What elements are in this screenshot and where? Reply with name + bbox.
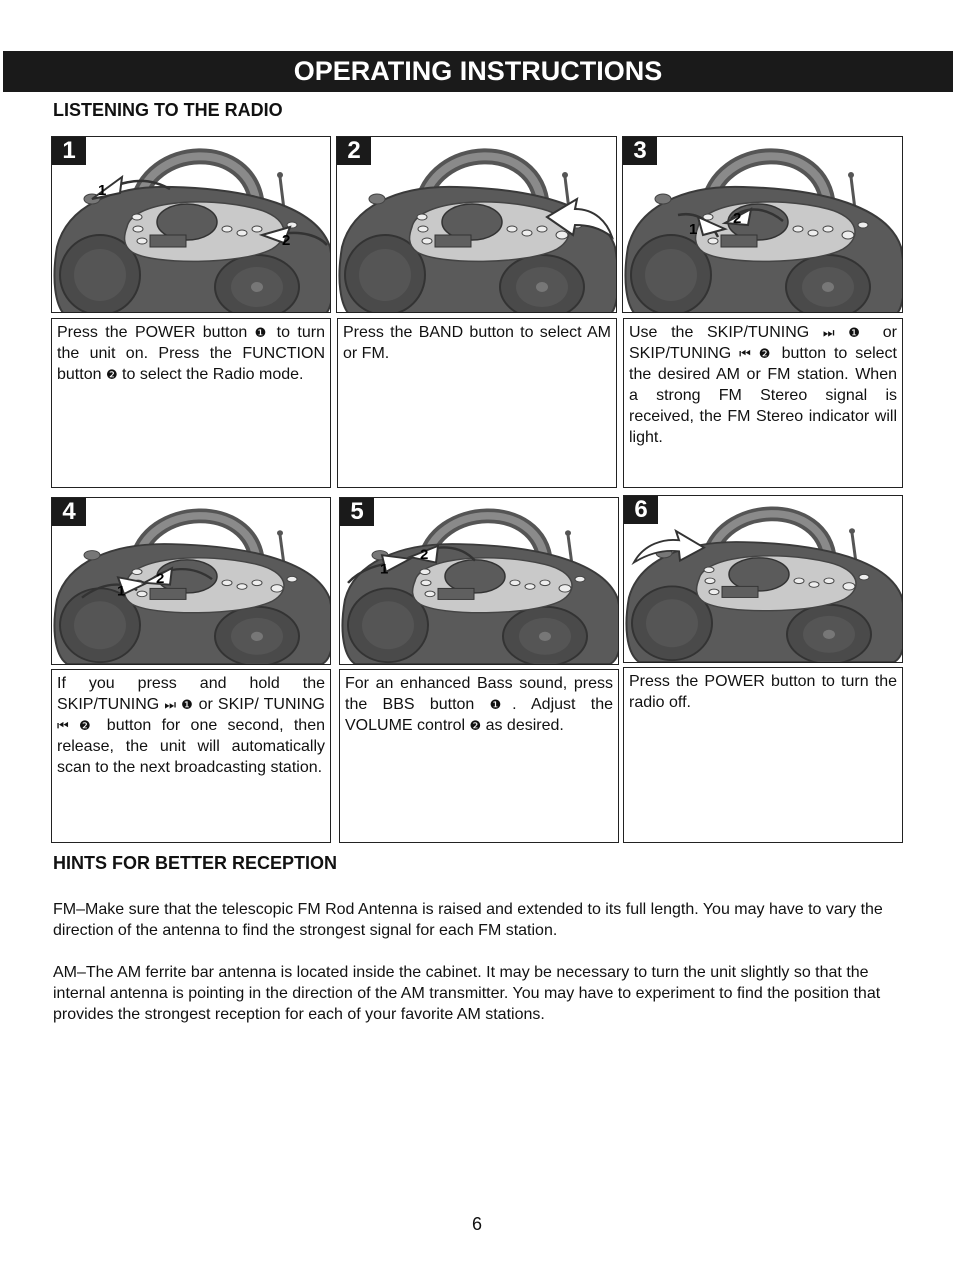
section-heading-hints: HINTS FOR BETTER RECEPTION: [53, 853, 338, 873]
step-1-caption: Press the POWER button ❶ to turn the unit on. Press the FUNCTION button ❷ to select the Radio mode.: [51, 318, 331, 488]
skip-forward-icon: ⏭: [164, 697, 177, 712]
page-number: 6: [471, 1214, 482, 1234]
step-6-caption: Press the POWER button to turn the radio off.: [623, 667, 903, 843]
arrow-label: 2: [156, 571, 165, 587]
step-number: 1: [52, 137, 86, 165]
step-5-illustration: [339, 497, 619, 665]
step-2-caption: Press the BAND button to select AM or FM.: [337, 318, 617, 488]
step-2-illustration: [336, 136, 617, 313]
step-number: 2: [337, 137, 371, 165]
step-4-illustration: [51, 497, 331, 665]
arrow-label: 1: [98, 182, 107, 199]
hint-fm-paragraph: FM–Make sure that the telescopic FM Rod Antenna is raised and extended to its full length. You may have to vary the direction of the antenna to find the strongest signal for each FM station.: [53, 901, 883, 939]
skip-back-icon: ⏮: [57, 718, 69, 733]
step-3-illustration: [622, 136, 903, 313]
step-1-illustration: [51, 136, 331, 313]
arrow-label: 1: [380, 562, 389, 578]
step-number: 5: [340, 498, 374, 526]
step-4-caption: If you press and hold the SKIP/TUNING ⏭ ❶ or SKIP/ TUNING ⏮ ❷ button for one second, then release, the unit will automatically scan to the next broadcasting station.: [51, 669, 331, 843]
arrow-label: 2: [733, 210, 742, 227]
skip-back-icon: ⏮: [739, 346, 751, 361]
step-3-caption: Use the SKIP/TUNING ⏭ ❶ or SKIP/TUNING ⏮ ❷ button to select the desired AM or FM station. When a strong FM Stereo signal is received, the FM Stereo indicator will light.: [623, 318, 903, 488]
step-5-caption: For an enhanced Bass sound, press the BBS button ❶. Adjust the VOLUME control ❷ as desired.: [339, 669, 619, 843]
arrow-label: 2: [420, 547, 429, 563]
step-number: 4: [52, 498, 86, 526]
arrow-label: 1: [117, 584, 126, 600]
arrow-label: 1: [689, 221, 698, 238]
arrow-label: 2: [282, 232, 291, 249]
hint-am-paragraph: AM–The AM ferrite bar antenna is located inside the cabinet. It may be necessary to turn the unit slightly so that the internal antenna is pointing in the direction of the AM transmitter. You may have to experiment to find the position that provides the strongest reception for each of your favorite AM stations.: [53, 964, 881, 1023]
skip-forward-icon: ⏭: [822, 325, 835, 340]
step-number: 6: [624, 496, 658, 524]
step-6-illustration: [623, 495, 903, 663]
step-number: 3: [623, 137, 657, 165]
section-heading-listening: LISTENING TO THE RADIO: [53, 100, 283, 120]
page-banner-title: OPERATING INSTRUCTIONS: [3, 51, 953, 92]
